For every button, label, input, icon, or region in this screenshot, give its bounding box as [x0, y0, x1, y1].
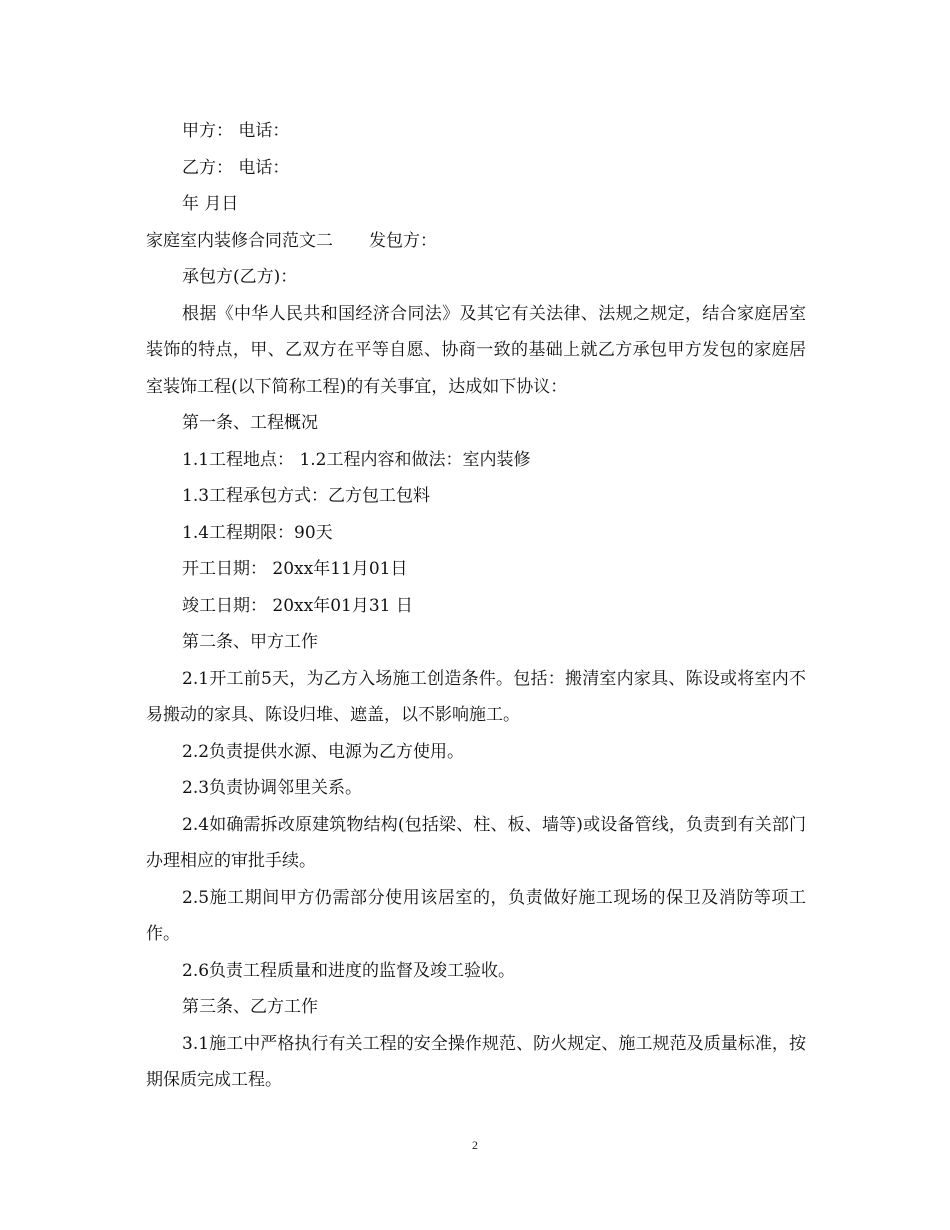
clause-2-5: 2.5施工期间甲方仍需部分使用该居室的，负责做好施工现场的保卫及消防等项工作。: [146, 887, 806, 944]
preamble-paragraph: 根据《中华人民共和国经济合同法》及其它有关法律、法规之规定，结合家庭居室装饰的特点，甲、乙双方在平等自愿、协商一致的基础上就乙方承包甲方发包的家庭居室装饰工程(以下简称工程)的有关事宜，达成如下协议：: [146, 303, 806, 397]
date-line: 年 月日: [182, 194, 239, 214]
clause-2-6: 2.6负责工程质量和进度的监督及竣工验收。: [182, 960, 516, 981]
contract-heading-line: [146, 223, 806, 260]
clause-1-3: 1.3工程承包方式：乙方包工包料: [182, 486, 431, 506]
employer-label: 发包方：: [369, 230, 437, 251]
clause-1-1-1-2: 1.1工程地点： 1.2工程内容和做法：室内装修: [182, 449, 531, 470]
clause-2-2: 2.2负责提供水源、电源为乙方使用。: [182, 741, 465, 762]
clause-2-3: 2.3负责协调邻里关系。: [182, 778, 363, 798]
document-body: [146, 113, 806, 1099]
completion-date-line: 竣工日期： 20xx年01月31 日: [182, 595, 413, 616]
clause-2-4: 2.4如确需拆改原建筑物结构(包括梁、柱、板、墙等)或设备管线，负责到有关部门办理相应的审批手续。: [146, 814, 806, 871]
clause-2-1: 2.1开工前5天，为乙方入场施工创造条件。包括：搬清室内家具、陈设或将室内不易搬动的家具、陈设归堆、遮盖，以不影响施工。: [146, 668, 806, 725]
party-b-line: 乙方： 电话：: [182, 157, 290, 178]
contract-title: 家庭室内装修合同范文二: [146, 230, 333, 251]
start-date-line: 开工日期： 20xx年11月01日: [182, 559, 408, 579]
clause-1-4: 1.4工程期限：90天: [182, 522, 333, 543]
article-2-heading: 第二条、甲方工作: [182, 632, 318, 652]
article-3-heading: 第三条、乙方工作: [182, 997, 318, 1017]
party-a-line: 甲方： 电话：: [182, 121, 290, 141]
article-1-heading: 第一条、工程概况: [182, 413, 318, 433]
page-number: 2: [472, 1138, 478, 1152]
clause-3-1: 3.1施工中严格执行有关工程的安全操作规范、防火规定、施工规范及质量标准，按期保质完成工程。: [146, 1033, 806, 1090]
contractor-label: 承包方(乙方)：: [182, 267, 298, 287]
